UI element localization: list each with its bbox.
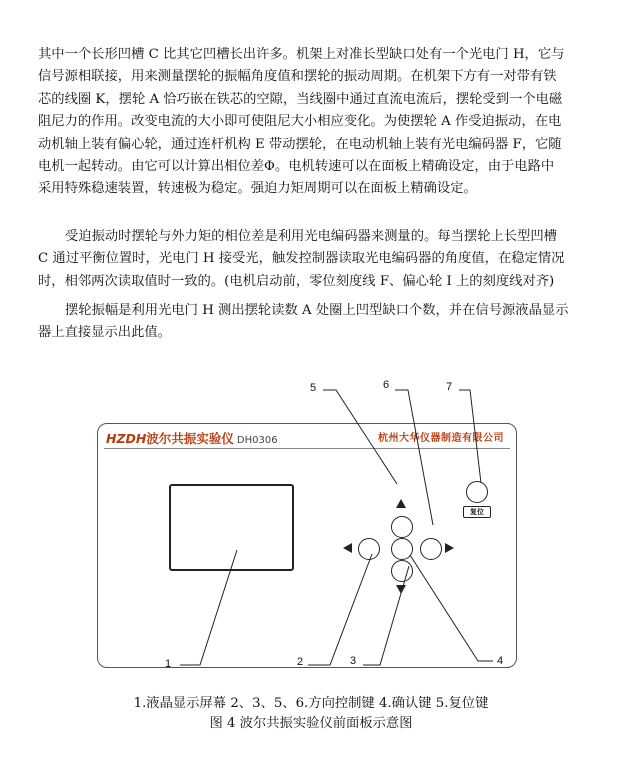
text-line: C 通过平衡位置时，光电门 H 接受光，触发控制器读取光电编码器的角度值，在稳定情况 <box>38 251 565 267</box>
callout-5: 5 <box>310 382 317 394</box>
reset-label: 复位 <box>463 506 491 518</box>
text-line: 器上直接显示出此值。 <box>38 325 171 341</box>
paragraph-3 <box>38 300 586 345</box>
brand-name: 波尔共振实验仪 <box>146 431 234 446</box>
text-line: 芯的线圈 K，摆轮 A 恰巧嵌在铁芯的空隙，当线圈中通过直流电流后，摆轮受到一个电磁 <box>38 91 563 107</box>
callout-3: 3 <box>350 655 357 667</box>
leader-lines <box>0 370 622 690</box>
text-line: 采用特殊稳速装置，转速极为稳定。强迫力矩周期可以在面板上精确设定。 <box>38 181 477 197</box>
manufacturer-label: 杭州大华仪器制造有限公司 <box>378 433 504 444</box>
text-line: 动机轴上装有偏心轮，通过连杆机构 E 带动摆轮，在电动机轴上装有光电编码器 F，它随 <box>38 136 562 152</box>
paragraph-2 <box>38 226 586 293</box>
callout-6: 6 <box>383 379 390 391</box>
text-line: 摆轮振幅是利用光电门 H 测出摆轮读数 A 处圈上凹型缺口个数，并在信号源液晶显示 <box>65 303 569 318</box>
text-line: 其中一个长形凹槽 C 比其它凹槽长出许多。机架上对准长型缺口处有一个光电门 H，它与 <box>38 47 565 62</box>
paragraph-1 <box>38 44 586 201</box>
callout-2: 2 <box>297 656 304 668</box>
front-panel-figure <box>0 370 622 690</box>
brand-logo: HZDH <box>106 431 147 446</box>
text-line: 电机一起转动。由它可以计算出相位差Φ。电机转速可以在面板上精确设定，由于电路中 <box>38 159 555 175</box>
callout-1: 1 <box>165 658 172 670</box>
text-line: 阻尼力的作用。改变电流的大小即可使阻尼大小相应变化。为使摆轮 A 作受迫振动，在电 <box>38 114 562 130</box>
callout-4: 4 <box>497 655 504 667</box>
figure-caption: 图 4 波尔共振实验仪前面板示意图 <box>209 716 413 731</box>
model-number: DH0306 <box>236 435 278 446</box>
text-line: 时，相邻两次读取值时一致的。(电机启动前，零位刻度线 F、偏心轮 I 上的刻度线对齐) <box>38 273 555 289</box>
callout-7: 7 <box>446 381 453 393</box>
text-line: 受迫振动时摆轮与外力矩的相位差是利用光电编码器来测量的。每当摆轮上长型凹槽 <box>65 229 557 244</box>
figure-legend: 1.液晶显示屏幕 2、3、5、6.方向控制键 4.确认键 5.复位键 <box>133 696 489 711</box>
text-line: 信号源相联接，用来测量摆轮的振幅角度值和摆轮的振动周期。在机架下方有一对带有铁 <box>38 69 557 85</box>
